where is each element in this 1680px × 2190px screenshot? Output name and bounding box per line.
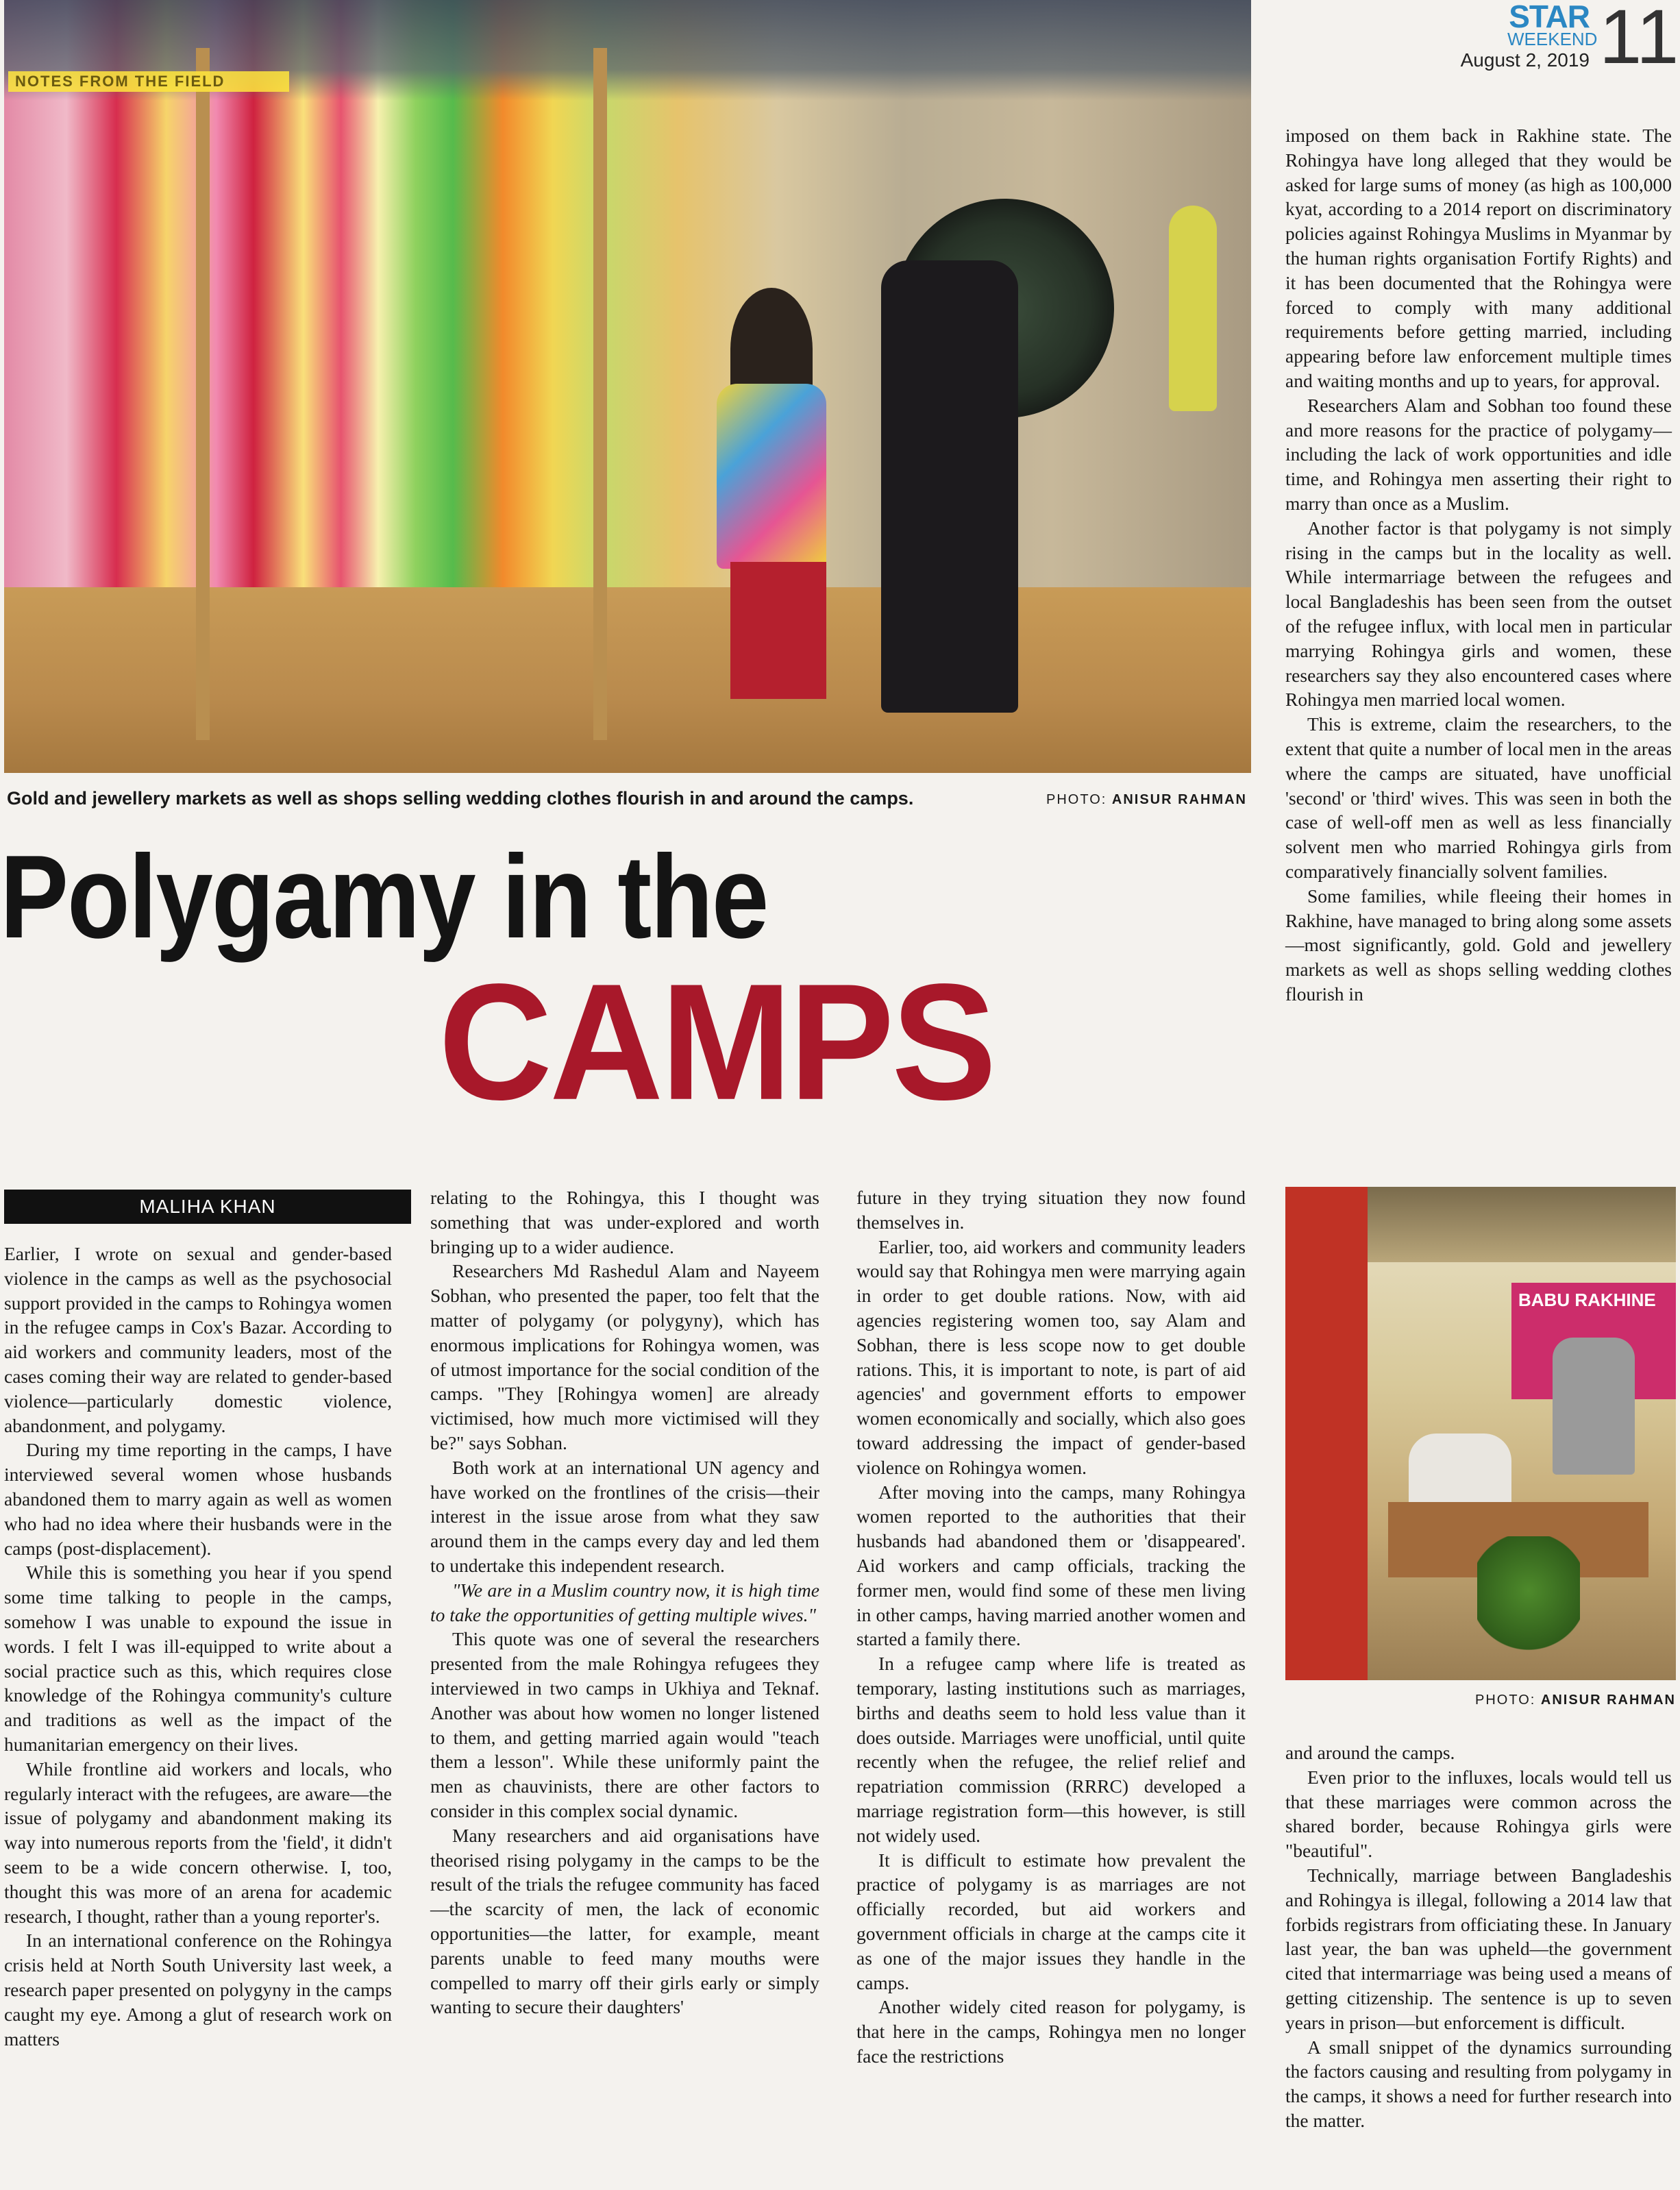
headline-line2: CAMPS — [438, 949, 994, 1135]
article-column-3 — [856, 1185, 1246, 2069]
paragraph: In an international conference on the Rohingya crisis held at North South University last week, a research paper presented on polygyny in the camps caught my eye. Among a glut of research work on matters — [4, 1930, 392, 2050]
paragraph: future in they trying situation they now found themselves in. — [856, 1187, 1246, 1233]
credit-prefix: PHOTO: — [1475, 1693, 1536, 1708]
photo-pole — [593, 48, 607, 740]
brand-sub: WEEKEND — [1507, 29, 1598, 49]
photo-standing-man — [1553, 1338, 1635, 1475]
paragraph: It is difficult to estimate how prevalent the practice of polygamy is as marriages are not officially recorded, but aid workers and government officials in charge at the camps cite it as one of the major issues they handle in the camps. — [856, 1849, 1246, 1993]
paragraph: Many researchers and aid organisations have theorised rising polygamy in the camps to be the result of the trials the refugee community has faced—the scarcity of men, the lack of economic opportunities—the latter, for example, meant parents unable to feed many mouths were compelled to marry off their girls early or simply wanting to secure their daughters' — [430, 1824, 819, 2018]
section-kicker: NOTES FROM THE FIELD — [8, 71, 289, 92]
photo-girl-shirt — [717, 384, 826, 569]
headline-line1: Polygamy in the — [0, 830, 768, 963]
page-number: 11 — [1599, 0, 1679, 79]
photo-girl-skirt — [730, 562, 826, 699]
main-photo-credit — [1041, 792, 1247, 808]
paragraph: A small snippet of the dynamics surrounding the factors causing and resulting from polygamy in the camps, it shows a need for further research into the matter. — [1285, 2036, 1672, 2131]
paragraph: This is extreme, claim the researchers, to the extent that quite a number of local men in the areas where the camps are situated, have unofficial 'second' or 'third' wives. This was seen in both the case of well-off men as well as less financially solvent men who married Rohingya girls from comparatively financially solvent families. — [1285, 713, 1672, 882]
paragraph: imposed on them back in Rakhine state. The Rohingya have long alleged that they would be asked for large sums of money (as high as 100,000 kyat, according to a 2014 report on discriminatory policies against Rohingya Muslims in Myanmar by the human rights organisation Fortify Rights) and it has been documented that the Rohingya were forced to comply with many additional requirements before getting married, including appearing before law enforcement multiple times and waiting months and up to years, for approval. — [1285, 125, 1672, 391]
article-column-1 — [4, 1242, 392, 2051]
paragraph: This quote was one of several the researchers presented from the male Rohingya refugees they interviewed in two camps in Ukhiya and Teknaf. Another was about how women no longer listened to them, and getting married again would "teach them a lesson". While these uniformly paint the men as chauvinists, there are other factors to consider in this complex social dynamic. — [430, 1628, 819, 1821]
brand-logo: STAR — [1509, 0, 1590, 34]
main-photo — [4, 0, 1251, 773]
paragraph: Earlier, too, aid workers and community leaders would say that Rohingya men were marrying again in order to get double rations. Now, with aid agencies registering women too, say Alam and Sobhan, there is less scope now to get double rations. This, it is important to note, is part of aid agencies' and government efforts to empower women economically and socially, which also goes toward addressing the impact of gender-based violence on Rohingya women. — [856, 1235, 1246, 1478]
photo-woman-figure — [881, 260, 1018, 713]
article-column-4-top — [1285, 123, 1672, 1007]
credit-prefix: PHOTO: — [1046, 792, 1107, 807]
paragraph: In a refugee camp where life is treated as temporary, lasting institutions such as marriages, births and deaths seem to hold less value than it does outside. Marriages were unofficial, until quite recently when the refugee, the relief relief and repatriation commission (RRRC) developed a marriage registration form—this however, is still not widely used. — [856, 1653, 1246, 1846]
paragraph: While frontline aid workers and locals, who regularly interact with the refugees, are aware—the issue of polygamy and abandonment making its way into numerous reports from the 'field', it didn't seem to be a wide concern otherwise. I, too, thought this was more of an arena for academic research, I thought, rather than a young reporter's. — [4, 1758, 392, 1927]
paragraph: relating to the Rohingya, this I thought was something that was under-explored and worth bringing up to a wider audience. — [430, 1187, 819, 1257]
paragraph: Some families, while fleeing their homes in Rakhine, have managed to bring along some assets—most significantly, gold. Gold and jewellery markets as well as shops selling wedding clothes flourish in — [1285, 885, 1672, 1005]
side-photo — [1285, 1187, 1676, 1680]
paragraph: After moving into the camps, many Rohingya women reported to the authorities that their husbands had abandoned them or 'disappeared'. Aid workers and camp officials, tracking the former men, would find some of these men living in other camps, having married another women and started a family there. — [856, 1481, 1246, 1650]
photo-red-door — [1285, 1187, 1368, 1680]
paragraph: Technically, marriage between Bangladeshis and Rohingya is illegal, following a 2014 law that forbids registrars from officiating these. In January last year, the ban was upheld—the government cited that intermarriage was being used a means of getting citizenship. The sentence is up to seven years in prison—but enforcement is difficult. — [1285, 1864, 1672, 2033]
paragraph: While this is something you hear if you spend some time talking to people in the camps, somehow I was unable to expound the issue in words. I felt I was ill-equipped to write about a social practice such as this, which requires close knowledge of the Rohingya community's culture and traditions as well as the impact of the humanitarian emergency on their lives. — [4, 1562, 392, 1755]
paragraph: and around the camps. — [1285, 1742, 1455, 1763]
shop-sign: BABU RAKHINE — [1511, 1283, 1676, 1399]
paragraph: Both work at an international UN agency and have worked on the frontlines of the crisis—their interest in the issue arose from what they saw around them in the camps every day and led them to undertake this independent research. — [430, 1456, 819, 1576]
byline: MALIHA KHAN — [4, 1190, 411, 1224]
photo-pole — [196, 48, 210, 740]
issue-date: August 2, 2019 — [1460, 49, 1590, 71]
paragraph: Even prior to the influxes, locals would tell us that these marriages were common across the shared border, because Rohingya girls were "beautiful". — [1285, 1766, 1672, 1862]
paragraph: Another widely cited reason for polygamy, is that here in the camps, Rohingya men no longer face the restrictions — [856, 1996, 1246, 2067]
credit-name: ANISUR RAHMAN — [1540, 1693, 1676, 1708]
side-photo-credit — [1439, 1693, 1676, 1708]
photo-plant — [1477, 1536, 1580, 1673]
paragraph: Researchers Md Rashedul Alam and Nayeem Sobhan, who presented the paper, too felt that the matter of polygamy (or polygyny), which has enormous implications for Rohingya women, was of utmost importance for the social condition of the camps. "They [Rohingya women] are already victimised, how much more victimised will they be?" says Sobhan. — [430, 1260, 819, 1453]
paragraph: Earlier, I wrote on sexual and gender-based violence in the camps as well as the psychosocial support provided in the camps to Rohingya women in the refugee camps in Cox's Bazar. According to aid workers and community leaders, most of the cases coming their way are related to gender-based violence—particularly domestic violence, abandonment, and polygamy. — [4, 1243, 392, 1436]
photo-background-figure — [1169, 206, 1217, 411]
paragraph: Researchers Alam and Sobhan too found these and more reasons for the practice of polygamy—including the lack of work opportunities and idle time, and Rohingya men asserting their right to marry than once as a Muslim. — [1285, 394, 1672, 514]
paragraph: Another factor is that polygamy is not simply rising in the camps but in the locality as well. While intermarriage between the refugees and local Bangladeshis has been seen from the outset of the refugee influx, with local men in particular marrying Rohingya girls and women, these researchers say they also encountered cases where Rohingya men married local women. — [1285, 517, 1672, 711]
pull-quote: "We are in a Muslim country now, it is high time to take the opportunities of getting multiple wives." — [430, 1579, 819, 1625]
article-column-4-bottom — [1285, 1740, 1672, 2133]
credit-name: ANISUR RAHMAN — [1111, 792, 1247, 807]
article-column-2 — [430, 1185, 819, 2019]
paragraph: During my time reporting in the camps, I have interviewed several women whose husbands abandoned them to marry again as well as women who had no idea where their husbands were in the camps (post-displacement). — [4, 1439, 392, 1559]
photo-caption: Gold and jewellery markets as well as shops selling wedding clothes flourish in and around the camps. — [7, 788, 914, 809]
photo-ground — [4, 587, 1251, 773]
